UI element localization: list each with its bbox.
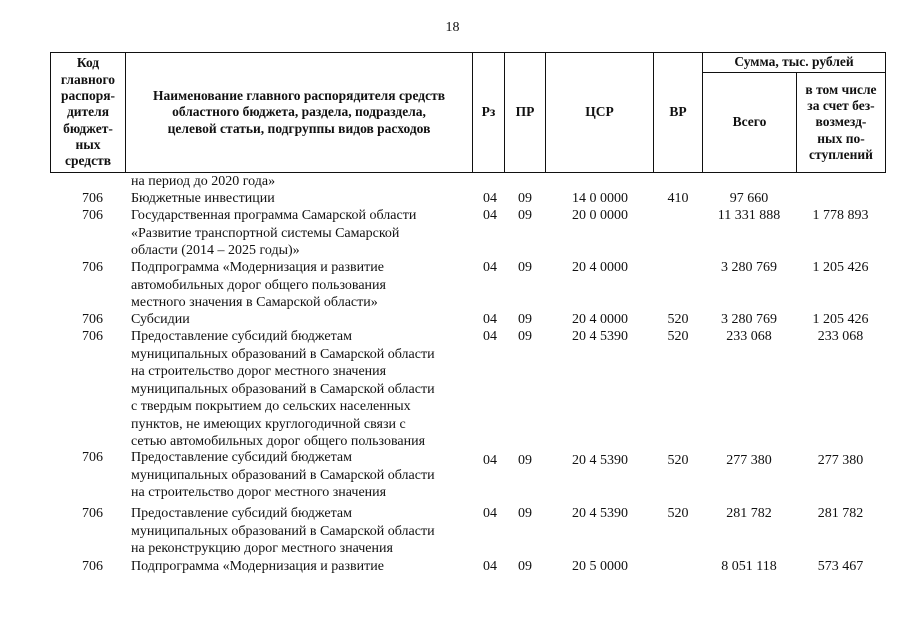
row-code: 706 [82,191,103,206]
row-rz: 04 [483,506,497,521]
row-rz: 04 [483,329,497,344]
header-csr: ЦСР [585,104,614,120]
row-rz: 04 [483,260,497,275]
row-rz: 04 [483,208,497,223]
row-name: Подпрограмма «Модернизация и развитие автомобильных дорог общего пользования местного значения в Самарской области» [131,260,386,310]
row-pr: 09 [518,329,532,344]
row-name: Подпрограмма «Модернизация и развитие [131,559,384,574]
row-total: 281 782 [726,506,772,521]
row-vr: 410 [667,191,689,206]
header-name: Наименование главного распорядителя средств областного бюджета, раздела, подраздела, целевой статьи, подгруппы видов расходов [152,88,445,136]
row-name: Предоставление субсидий бюджетам муниципальных образований в Самарской области на строительство дорог местного значения [131,450,435,500]
row-pr: 09 [518,506,532,521]
row-code: 706 [82,260,103,275]
row-rz: 04 [483,453,497,468]
header-code: Код главного распоря- дителя бюджет- ных средств [60,55,116,169]
row-name: Предоставление субсидий бюджетам муниципальных образований в Самарской области на реконструкцию дорог местного значения [131,506,435,556]
row-rz: 04 [483,191,497,206]
row-name: Предоставление субсидий бюджетам муниципальных образований в Самарской области на строительство дорог местного значения муниципальных образований в Самарской области с твердым покрытием до сельских населенных пунктов, не имеющих круглогодичной связи с сетью автомобильных дорог общего пользования [131,329,435,449]
row-name: Государственная программа Самарской области «Развитие транспортной системы Самарской области (2014 – 2025 годы)» [131,208,417,258]
header-vr: ВР [669,104,687,120]
row-csr: 20 0 0000 [572,208,628,223]
row-pr: 09 [518,559,532,574]
row-code: 706 [82,312,103,327]
row-free: 233 068 [817,329,864,344]
header-border-right [885,52,886,173]
row-free: 1 778 893 [812,208,869,223]
row-csr: 20 4 5390 [572,453,628,468]
row-rz: 04 [483,559,497,574]
row-csr: 14 0 0000 [572,191,628,206]
row-free: 1 205 426 [812,312,869,327]
header-free: в том числе за счет без- возмезд- ных по- ступлений [805,81,877,162]
row-free: 277 380 [817,453,864,468]
row-vr: 520 [667,506,689,521]
row-pr: 09 [518,453,532,468]
row-csr: 20 4 5390 [572,329,628,344]
row-code: 706 [82,450,103,465]
row-free: 1 205 426 [812,260,869,275]
row-total: 3 280 769 [721,260,777,275]
row-total: 233 068 [726,329,772,344]
row-free: 573 467 [817,559,864,574]
row-name: на период до 2020 года» [131,174,276,189]
row-csr: 20 4 5390 [572,506,628,521]
row-total: 11 331 888 [717,208,781,223]
row-csr: 20 4 0000 [572,260,628,275]
row-csr: 20 5 0000 [572,559,628,574]
page-number: 18 [445,20,460,35]
row-name: Субсидии [131,312,190,327]
header-pr: ПР [515,104,535,120]
row-pr: 09 [518,260,532,275]
row-name: Бюджетные инвестиции [131,191,275,206]
row-pr: 09 [518,312,532,327]
row-total: 8 051 118 [721,559,777,574]
row-rz: 04 [483,312,497,327]
header-rz: Рз [481,104,496,120]
header-sum: Сумма, тыс. рублей [734,54,854,70]
row-code: 706 [82,208,103,223]
row-pr: 09 [518,208,532,223]
row-pr: 09 [518,191,532,206]
row-free: 281 782 [817,506,864,521]
row-code: 706 [82,506,103,521]
row-code: 706 [82,329,103,344]
row-code: 706 [82,559,103,574]
row-total: 97 660 [729,191,769,206]
row-vr: 520 [667,453,689,468]
header-total: Всего [732,114,767,130]
row-total: 3 280 769 [721,312,777,327]
row-vr: 520 [667,312,689,327]
row-vr: 520 [667,329,689,344]
row-total: 277 380 [726,453,772,468]
row-csr: 20 4 0000 [572,312,628,327]
